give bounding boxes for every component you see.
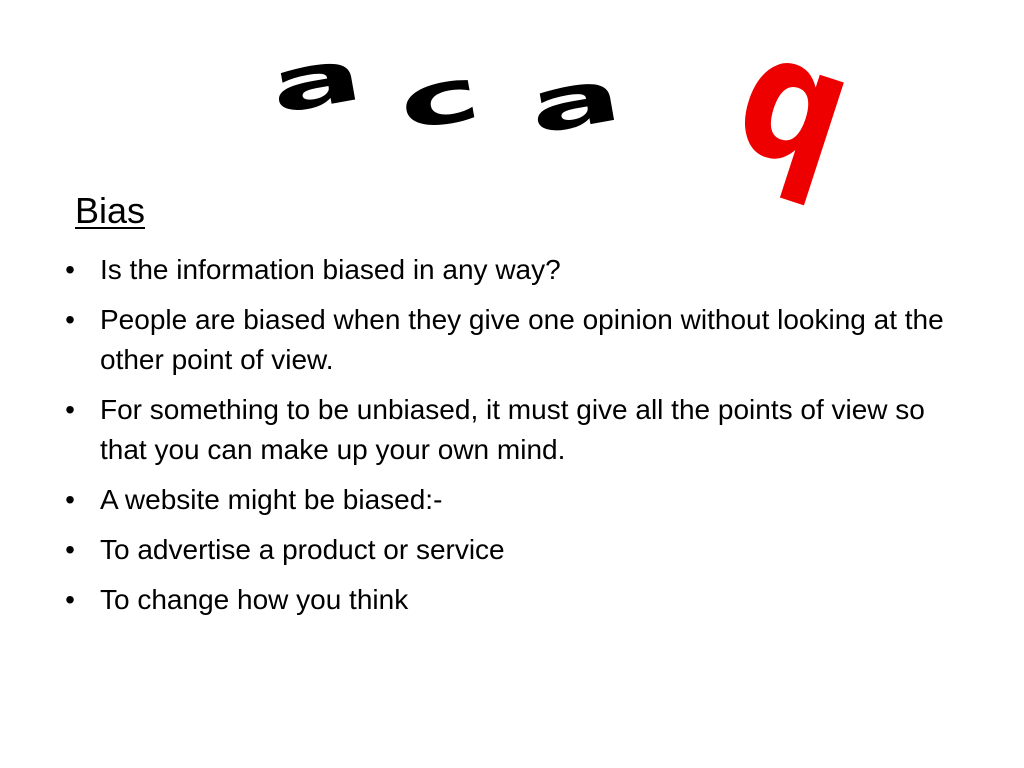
- bullet-dot: •: [65, 484, 75, 515]
- bullet-item: [60, 300, 960, 380]
- bullet-item: [60, 530, 960, 570]
- bullet-text: To advertise a product or service: [100, 534, 505, 565]
- bullet-text: To change how you think: [100, 584, 409, 615]
- bullet-text: A website might be biased:-: [100, 484, 443, 515]
- bullet-text: People are biased when they give one opinion without looking at the other point of view.: [100, 304, 944, 375]
- bullet-dot: •: [65, 254, 75, 285]
- bullet-item: [60, 250, 960, 290]
- bullet-text: Is the information biased in any way?: [100, 254, 561, 285]
- bullet-item: [60, 390, 960, 470]
- logo-letter-3: a: [522, 51, 628, 152]
- bullet-item: [60, 580, 960, 620]
- logo-letter-1: a: [263, 30, 369, 131]
- logo-letter-2: c: [392, 49, 487, 148]
- bullet-dot: •: [65, 584, 75, 615]
- bullet-dot: •: [65, 534, 75, 565]
- acab-logo: [220, 10, 869, 235]
- bullet-dot: •: [65, 394, 75, 425]
- bullet-item: [60, 480, 960, 520]
- bullet-text: For something to be unbiased, it must give all the points of view so that you can make up your own mind.: [100, 394, 925, 465]
- bullet-list: [60, 250, 960, 630]
- slide-heading: Bias: [75, 190, 146, 231]
- bullet-dot: •: [65, 304, 75, 335]
- logo-letter-4: b: [708, 15, 869, 235]
